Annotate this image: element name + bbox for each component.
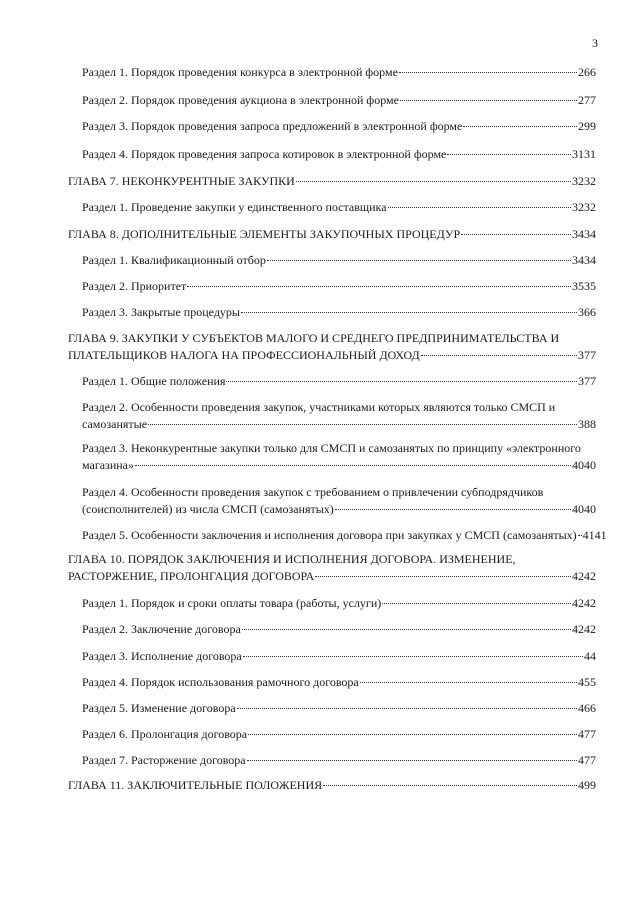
toc-entry-title: (соисполнителей) из числа СМСП (самозанятых) [82,502,334,516]
toc-section-entry [82,399,596,433]
toc-chapter-entry [68,226,596,243]
toc-page-number: 477 [578,727,596,741]
toc-entry-title: Раздел 6. Пролонгация договора [82,727,248,741]
toc-page-number: 277 [578,93,596,107]
dot-leader [360,682,577,683]
toc-entry-title: Раздел 1. Порядок и сроки оплаты товара (работы, услуги) [82,596,382,610]
toc-section-entry [82,278,596,295]
dot-leader [296,181,571,182]
toc-page-number: 499 [578,778,596,792]
toc-section-entry [82,674,596,691]
toc-entry-title: Раздел 2. Приоритет [82,279,187,293]
toc-section-entry [82,252,596,269]
toc-entry-title: Раздел 1. Порядок проведения конкурса в электронной форме [82,65,398,79]
dot-leader [461,234,571,235]
toc-section-entry [82,64,596,81]
toc-chapter-entry [68,777,596,794]
toc-section-entry [82,440,596,474]
toc-entry-title: Раздел 2. Заключение договора [82,622,241,636]
toc-entry-title: Раздел 1. Общие положения [82,374,226,388]
toc-section-entry [82,752,596,769]
toc-page-number: 3232 [572,174,596,188]
toc-page-number: 3434 [572,253,596,267]
dot-leader [148,424,577,425]
toc-page-number: 4141 [582,528,607,542]
toc-section-entry [82,118,596,135]
toc-entry-title: магазина» [82,458,134,472]
toc-entry-title: Раздел 3. Закрытые процедуры [82,305,240,319]
toc-page-number: 3232 [572,200,596,214]
dot-leader [226,381,577,382]
toc-page-number: 3131 [572,147,596,161]
dot-leader [400,100,577,101]
dot-leader [243,656,583,657]
dot-leader [315,576,571,577]
toc-page-number: 266 [578,65,596,79]
toc-section-entry [82,700,596,717]
toc-entry-title: ГЛАВА 7. НЕКОНКУРЕНТНЫЕ ЗАКУПКИ [68,174,295,188]
toc-page-number: 455 [578,675,596,689]
toc-chapter-entry [68,330,596,364]
dot-leader [267,260,571,261]
dot-leader [247,760,577,761]
toc-entry-title: Раздел 3. Исполнение договора [82,649,242,663]
toc-section-entry [82,648,596,665]
dot-leader [388,207,571,208]
dot-leader [237,708,577,709]
toc-entry-title: ГЛАВА 8. ДОПОЛНИТЕЛЬНЫЕ ЭЛЕМЕНТЫ ЗАКУПОЧНЫХ ПРОЦЕДУР [68,227,461,241]
toc-page-number: 4242 [572,622,596,636]
dot-leader [447,154,571,155]
toc-page-number: 466 [578,701,596,715]
toc-entry-title: РАСТОРЖЕНИЕ, ПРОЛОНГАЦИЯ ДОГОВОРА [68,569,315,583]
toc-section-entry [82,373,596,390]
page-number: 3 [592,36,598,50]
toc-section-entry [82,621,596,638]
toc-section-entry [82,527,607,544]
toc-entry-title: Раздел 5. Особенности заключения и исполнения договора при закупках у СМСП (самозанятых) [82,528,577,542]
toc-page-number: 4040 [572,502,596,516]
toc-section-entry [82,199,596,216]
toc-entry-title: самозанятые [82,417,148,431]
toc-entry-title: Раздел 4. Порядок использования рамочного договора [82,675,359,689]
toc-page-number: 377 [578,348,596,362]
toc-page-number: 3535 [572,279,596,293]
toc-page-number: 4040 [572,458,596,472]
toc-page-number: 3434 [572,227,596,241]
toc-entry-text-line: Раздел 4. Особенности проведения закупок с требованием о привлечении субподрядчиков [82,485,544,499]
toc-entry-title: Раздел 1. Проведение закупки у единственного поставщика [82,200,387,214]
toc-entry-title: ГЛАВА 11. ЗАКЛЮЧИТЕЛЬНЫЕ ПОЛОЖЕНИЯ [68,778,323,792]
toc-page-number: 388 [578,417,596,431]
toc-entry-text-line: ГЛАВА 9. ЗАКУПКИ У СУБЪЕКТОВ МАЛОГО И СРЕДНЕГО ПРЕДПРИНИМАТЕЛЬСТВА И [68,331,560,345]
toc-section-entry [82,595,596,612]
toc-page-number: 477 [578,753,596,767]
toc-page-number: 366 [578,305,596,319]
dot-leader [578,535,582,536]
toc-entry-title: Раздел 7. Расторжение договора [82,753,246,767]
toc-page-number: 44 [584,649,596,663]
toc-entry-title: Раздел 1. Квалификационный отбор [82,253,266,267]
dot-leader [463,126,577,127]
toc-entry-text-line: ГЛАВА 10. ПОРЯДОК ЗАКЛЮЧЕНИЯ И ИСПОЛНЕНИЯ ДОГОВОРА. ИЗМЕНЕНИЕ, [68,552,516,566]
dot-leader [335,509,571,510]
dot-leader [323,785,577,786]
toc-page-number: 299 [578,119,596,133]
dot-leader [135,465,571,466]
toc-section-entry [82,484,596,518]
toc-entry-text-line: Раздел 3. Неконкурентные закупки только для СМСП и самозанятых по принципу «электронного [82,441,581,455]
dot-leader [248,734,577,735]
toc-section-entry [82,146,596,163]
toc-page-number: 4242 [572,569,596,583]
dot-leader [399,72,577,73]
toc-entry-title: Раздел 4. Порядок проведения запроса котировок в электронной форме [82,147,447,161]
dot-leader [382,603,571,604]
toc-section-entry [82,304,596,321]
toc-entry-title: Раздел 2. Порядок проведения аукциона в электронной форме [82,93,399,107]
toc-entry-text-line: Раздел 2. Особенности проведения закупок, участниками которых являются только СМСП и [82,400,556,414]
dot-leader [242,629,571,630]
toc-entry-title: Раздел 5. Изменение договора [82,701,236,715]
dot-leader [187,286,571,287]
dot-leader [421,355,577,356]
toc-section-entry [82,92,596,109]
toc-entry-title: ПЛАТЕЛЬЩИКОВ НАЛОГА НА ПРОФЕССИОНАЛЬНЫЙ ДОХОД [68,348,420,362]
toc-chapter-entry [68,173,596,190]
dot-leader [241,312,577,313]
toc-chapter-entry [68,551,596,585]
toc-entry-title: Раздел 3. Порядок проведения запроса предложений в электронной форме [82,119,463,133]
toc-page-number: 377 [578,374,596,388]
toc-section-entry [82,726,596,743]
toc-page-number: 4242 [572,596,596,610]
